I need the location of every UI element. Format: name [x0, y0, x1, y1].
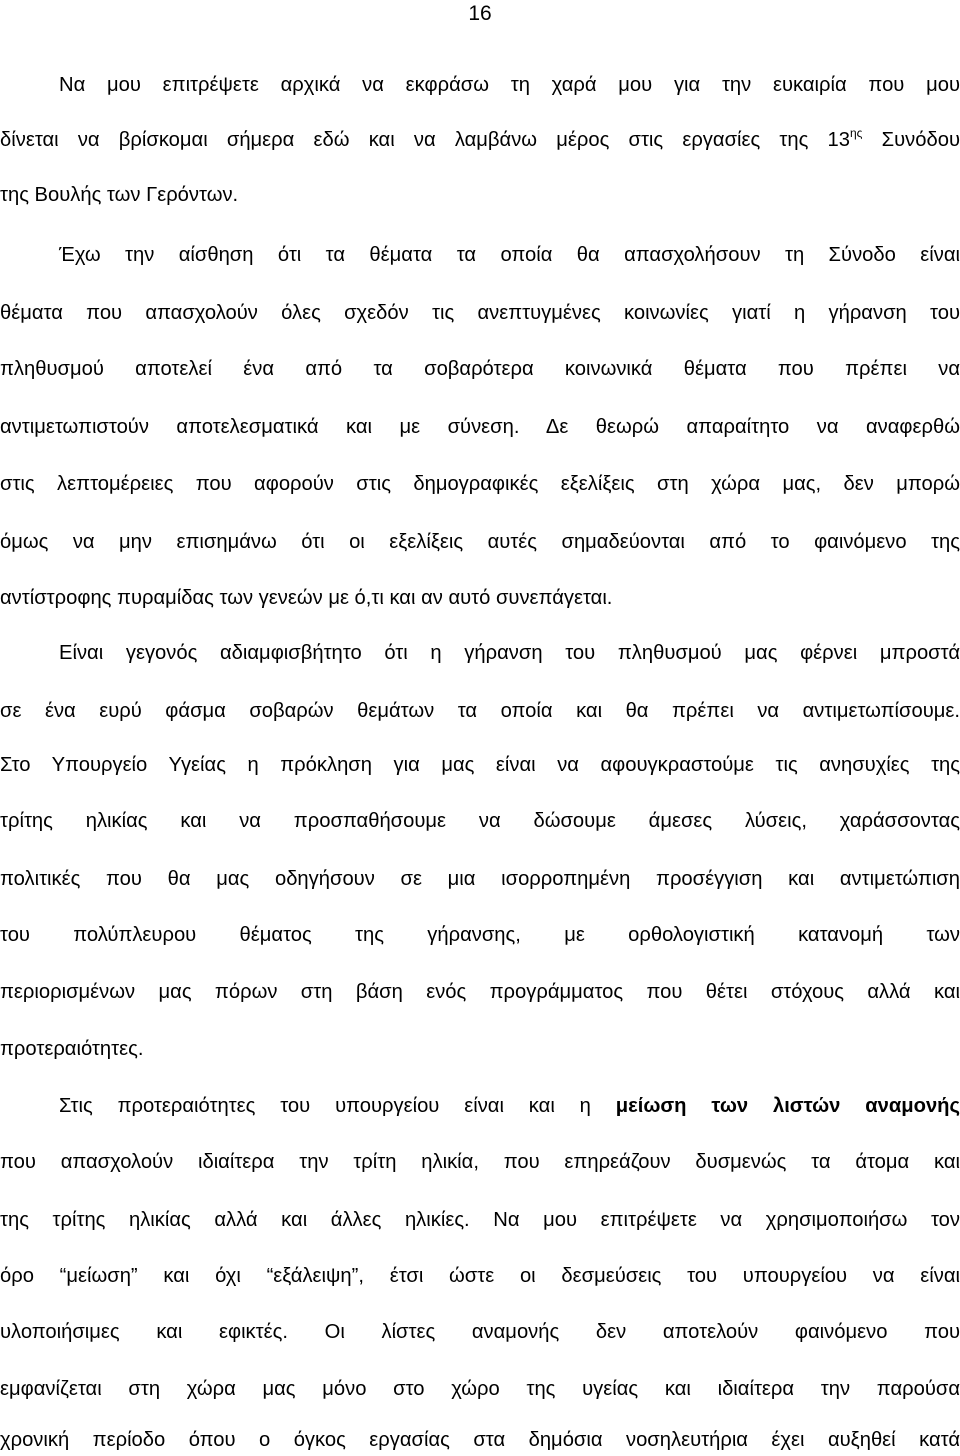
bold-emphasis: μείωση των λιστών αναμονής — [615, 1095, 960, 1117]
paragraph-2-line-1: Έχω την αίσθηση ότι τα θέματα τα οποία θα απασχολήσουν τη Σύνοδο είναι — [59, 244, 960, 266]
page-number: 16 — [468, 2, 492, 25]
paragraph-2-line-4: αντιμετωπιστούν αποτελεσματικά και με σύνεση. Δε θεωρώ απαραίτητο να αναφερθώ — [0, 416, 960, 438]
paragraph-1-line-1: Να μου επιτρέψετε αρχικά να εκφράσω τη χαρά μου για την ευκαιρία που μου — [59, 74, 960, 96]
paragraph-2-line-2: θέματα που απασχολούν όλες σχεδόν τις ανεπτυγμένες κοινωνίες γιατί η γήρανση του — [0, 302, 960, 324]
paragraph-4-line-2: που απασχολούν ιδιαίτερα την τρίτη ηλικία, που επηρεάζουν δυσμενώς τα άτομα και — [0, 1151, 960, 1173]
paragraph-4-line-4: όρο “μείωση” και όχι “εξάλειψη”, έτσι ώστε οι δεσμεύσεις του υπουργείου να είναι — [0, 1265, 960, 1287]
paragraph-4-line-6: εμφανίζεται στη χώρα μας μόνο στο χώρο της υγείας και ιδιαίτερα την παρούσα — [0, 1378, 960, 1400]
ordinal-superscript: ης — [850, 126, 863, 140]
paragraph-2-line-7: αντίστροφης πυραμίδας των γενεών με ό,τι και αν αυτό συνεπάγεται. — [0, 587, 613, 609]
paragraph-4-line-5: υλοποιήσιμες και εφικτές. Οι λίστες αναμονής δεν αποτελούν φαινόμενο που — [0, 1321, 960, 1343]
paragraph-3-line-6: του πολύπλευρου θέματος της γήρανσης, με ορθολογιστική κατανομή των — [0, 924, 960, 946]
paragraph-1-line-3: της Βουλής των Γερόντων. — [0, 184, 239, 206]
paragraph-2-line-6: όμως να μην επισημάνω ότι οι εξελίξεις αυτές σημαδεύονται από το φαινόμενο της — [0, 531, 960, 553]
paragraph-1-line-2: δίνεται να βρίσκομαι σήμερα εδώ και να λαμβάνω μέρος στις εργασίες της $13^{\eta\varsigma}$ Συνόδου — [0, 126, 960, 151]
paragraph-2-line-5: στις λεπτομέρειες που αφορούν στις δημογραφικές εξελίξεις στη χώρα μας, δεν μπορώ — [0, 473, 960, 495]
paragraph-3-line-8: προτεραιότητες. — [0, 1038, 144, 1060]
paragraph-3-line-1: Είναι γεγονός αδιαμφισβήτητο ότι η γήρανση του πληθυσμού μας φέρνει μπροστά — [59, 642, 960, 664]
paragraph-3-line-5: πολιτικές που θα μας οδηγήσουν σε μια ισορροπημένη προσέγγιση και αντιμετώπιση — [0, 868, 960, 890]
paragraph-2-line-3: πληθυσμού αποτελεί ένα από τα σοβαρότερα κοινωνικά θέματα που πρέπει να — [0, 358, 960, 380]
paragraph-3-line-3: Στο Υπουργείο Υγείας η πρόκληση για μας είναι να αφουγκραστούμε τις ανησυχίες της — [0, 754, 960, 776]
paragraph-4-line-7: χρονική περίοδο όπου ο όγκος εργασίας στα δημόσια νοσηλευτήρια έχει αυξηθεί κατά — [0, 1429, 960, 1451]
paragraph-3-line-7: περιορισμένων μας πόρων στη βάση ενός προγράμματος που θέτει στόχους αλλά και — [0, 981, 960, 1003]
paragraph-3-line-2: σε ένα ευρύ φάσμα σοβαρών θεμάτων τα οποία και θα πρέπει να αντιμετωπίσουμε. — [0, 700, 960, 722]
paragraph-4-line-3: της τρίτης ηλικίας αλλά και άλλες ηλικίες. Να μου επιτρέψετε να χρησιμοποιήσω τον — [0, 1209, 960, 1231]
paragraph-4-line-1: Στις προτεραιότητες του υπουργείου είναι και η μείωση των λιστών αναμονής — [59, 1095, 960, 1117]
paragraph-3-line-4: τρίτης ηλικίας και να προσπαθήσουμε να δώσουμε άμεσες λύσεις, χαράσσοντας — [0, 810, 960, 832]
